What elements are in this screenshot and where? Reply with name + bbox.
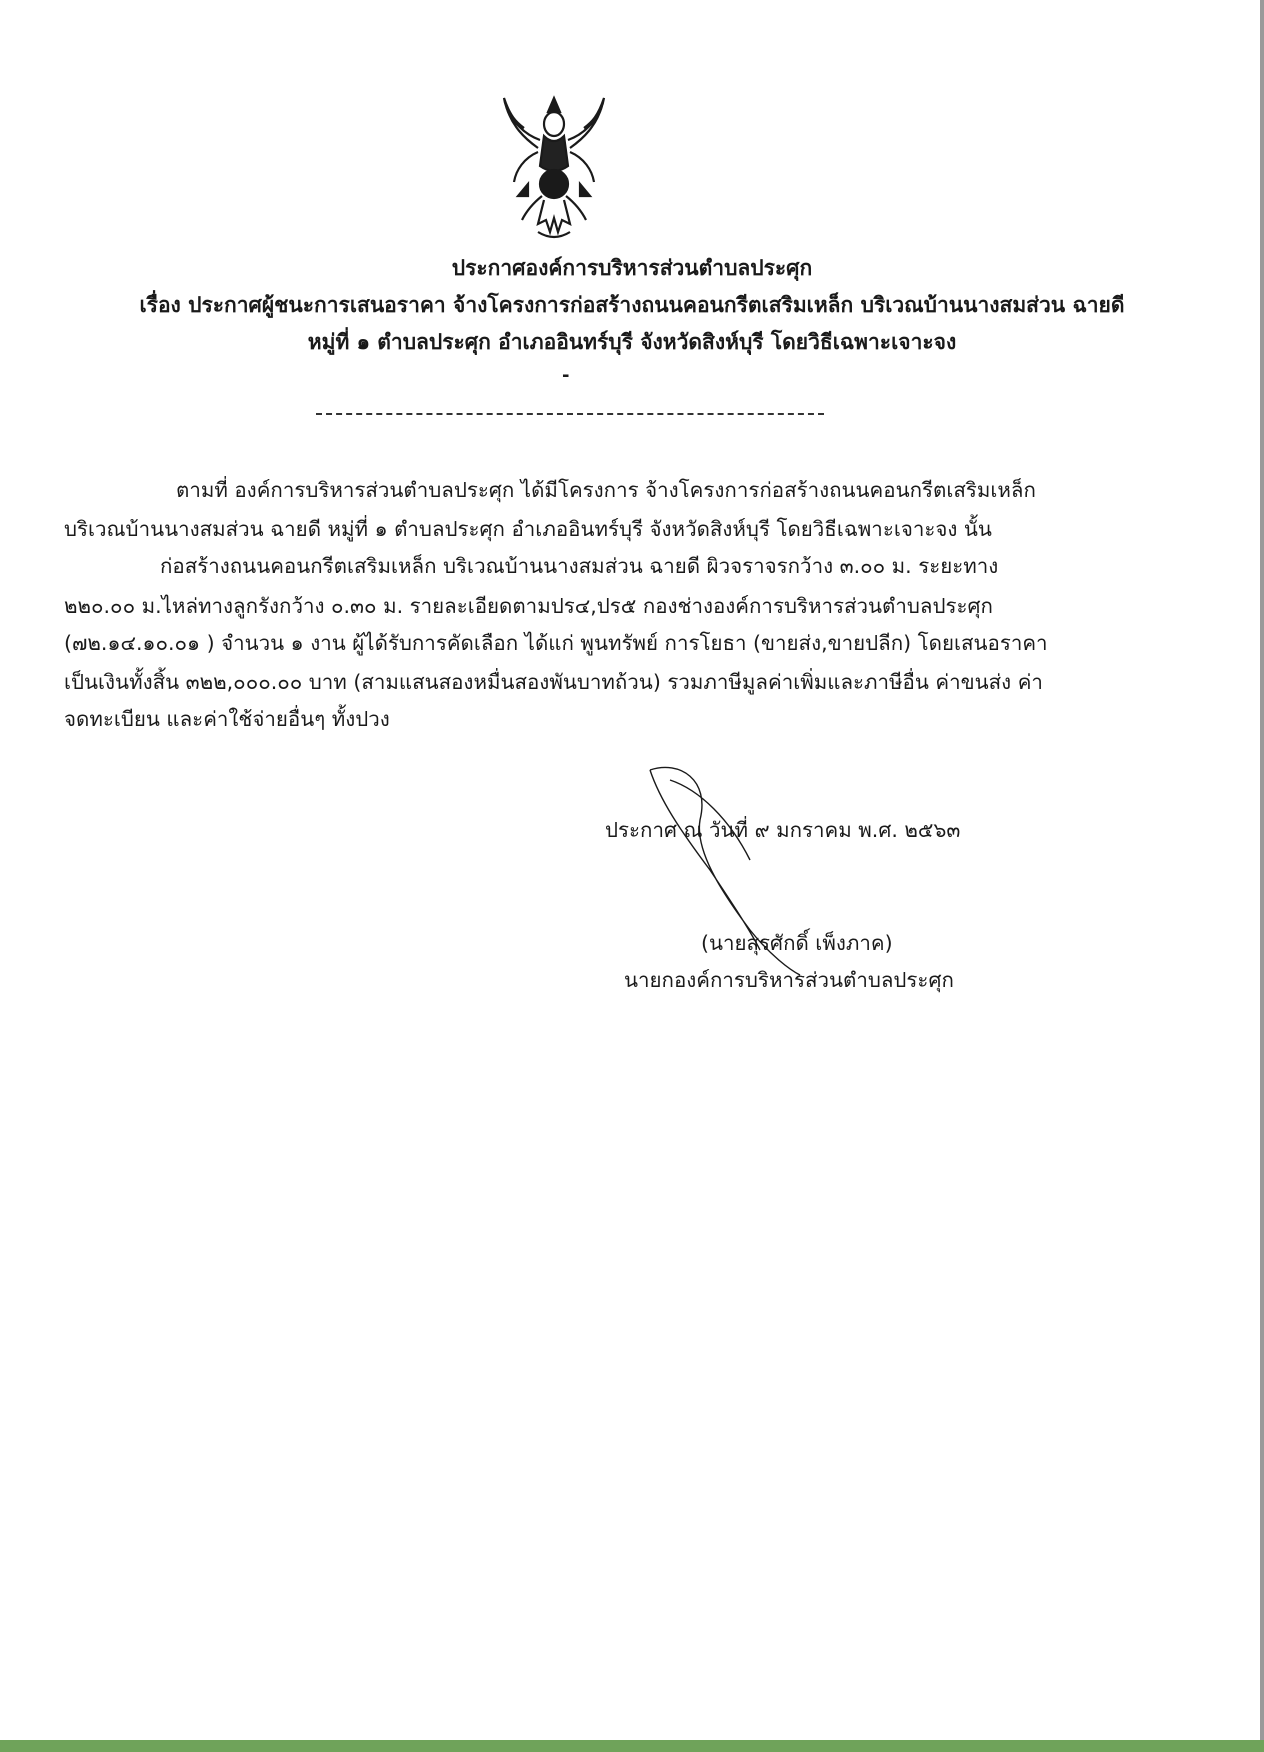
announcement-title: ประกาศองค์การบริหารส่วนตำบลประศุก — [451, 256, 813, 280]
body-line-7: จดทะเบียน และค่าใช้จ่ายอื่นๆ ทั้งปวง — [64, 707, 390, 731]
body-line-2: บริเวณบ้านนางสมส่วน ฉายดี หมู่ที่ ๑ ตำบลประศุก อำเภออินทร์บุรี จังหวัดสิงห์บุรี โดยวิธีเฉพาะเจาะจง นั้น — [64, 517, 992, 541]
scan-right-edge — [1260, 0, 1264, 1752]
subject-line-1: เรื่อง ประกาศผู้ชนะการเสนอราคา จ้างโครงการก่อสร้างถนนคอนกรีตเสริมเหล็ก บริเวณบ้านนางสมส่วน ฉายดี — [139, 293, 1125, 317]
scan-bottom-edge — [0, 1740, 1264, 1752]
body-line-6: เป็นเงินทั้งสิ้น ๓๒๒,๐๐๐.๐๐ บาท (สามแสนสองหมื่นสองพันบาทถ้วน) รวมภาษีมูลค่าเพิ่มและภาษีอื่น ค่าขนส่ง ค่า — [64, 670, 1043, 694]
garuda-emblem-icon — [498, 92, 610, 244]
announcement-date: ประกาศ ณ วันที่ ๙ มกราคม พ.ศ. ๒๕๖๓ — [605, 818, 961, 842]
body-line-3: ก่อสร้างถนนคอนกรีตเสริมเหล็ก บริเวณบ้านนางสมส่วน ฉายดี ผิวจราจรกว้าง ๓.๐๐ ม. ระยะทาง — [160, 554, 999, 578]
heading-dash: - — [562, 365, 570, 386]
dashed-divider — [316, 413, 824, 415]
body-line-1: ตามที่ องค์การบริหารส่วนตำบลประศุก ได้มีโครงการ จ้างโครงการก่อสร้างถนนคอนกรีตเสริมเหล็ก — [176, 478, 1036, 502]
signer-name: (นายสุรศักดิ์ เพ็งภาค) — [701, 931, 893, 955]
subject-line-2: หมู่ที่ ๑ ตำบลประศุก อำเภออินทร์บุรี จังหวัดสิงห์บุรี โดยวิธีเฉพาะเจาะจง — [307, 330, 957, 354]
body-line-4: ๒๒๐.๐๐ ม.ไหล่ทางลูกรังกว้าง ๐.๓๐ ม. รายละเอียดตามปร๔,ปร๕ กองช่างองค์การบริหารส่วนตำบลประศุก — [64, 594, 993, 618]
body-line-5: (๗๒.๑๔.๑๐.๐๑ ) จำนวน ๑ งาน ผู้ได้รับการคัดเลือก ได้แก่ พูนทรัพย์ การโยธา (ขายส่ง,ขายปลีก) โดยเสนอราคา — [64, 631, 1048, 655]
signer-title: นายกองค์การบริหารส่วนตำบลประศุก — [624, 968, 954, 992]
